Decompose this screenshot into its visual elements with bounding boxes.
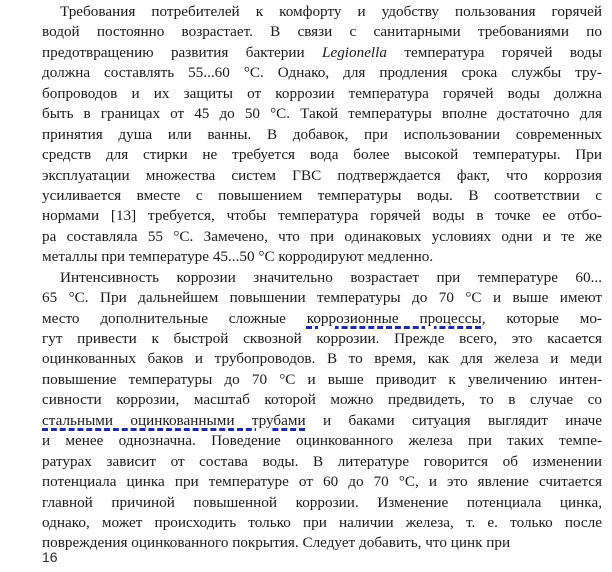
text-line: металлы при температуре 45...50 °C корродируют медленно. bbox=[42, 248, 434, 266]
text-line: Интенсивность коррозии значительно возрастает при температуре 60... bbox=[60, 268, 602, 286]
text-line: бопроводов и их защиты от коррозии температура горячей воды должна bbox=[42, 84, 602, 102]
text-line: принятия душа или ванны. В добавок, при использовании современных bbox=[42, 125, 602, 143]
text-line: ра составляла 55 °C. Замечено, что при одинаковых условиях одни и те же bbox=[42, 227, 602, 245]
text-line: потенциала цинка при температуре от 60 до 70 °C, и это явление считается bbox=[42, 473, 602, 491]
text-line: главной причиной повышенной коррозии. Изменение потенциала цинка, bbox=[42, 493, 602, 511]
text-line: повреждения оцинкованного покрытия. Следует добавить, что цинк при bbox=[42, 534, 511, 552]
body-text bbox=[42, 2, 602, 554]
text-line: 65 °C. При дальнейшем повышении температуры до 70 °C и выше имеют bbox=[42, 289, 602, 307]
text-line: гут привести к быстрой сквозной коррозии. Прежде всего, это касается bbox=[42, 330, 602, 347]
text-line: место дополнительные сложные коррозионные процессы, которые мо- bbox=[42, 309, 602, 327]
page-number: 16 bbox=[42, 549, 58, 565]
text-line: эксплуатации множества систем ГВС подтверждается факт, что коррозия bbox=[42, 166, 602, 184]
text-line: и менее однозначна. Поведение оцинкованного железа при таких темпе- bbox=[42, 432, 602, 450]
highlighted-phrase: стальными оцинкованными трубами bbox=[42, 411, 306, 429]
text-line: ратурах зависит от состава воды. В литературе говорится об изменении bbox=[42, 452, 602, 470]
text-line: Требования потребителей к комфорту и удобству пользования горячей bbox=[60, 3, 602, 20]
text-line: однако, может происходить только при наличии железа, т. е. только после bbox=[42, 513, 602, 531]
highlighted-phrase: коррозионные процессы bbox=[306, 309, 482, 327]
text-line: предотвращению развития бактерии Legionella температура горячей воды bbox=[42, 43, 602, 61]
text-line: должна составлять 55...60 °C. Однако, для продления срока службы тру- bbox=[42, 64, 602, 82]
text-line: повышение температуры до 70 °C и выше приводит к увеличению интен- bbox=[42, 370, 602, 388]
text-line: усиливается вместе с повышением температуры воды. В соответствии с bbox=[42, 186, 602, 204]
text-line: нормами [13] требуется, чтобы температура горячей воды в точке ее отбо- bbox=[42, 207, 602, 225]
text-line: оцинкованных баков и трубопроводов. В то время, как для железа и меди bbox=[42, 350, 602, 368]
italic-term: Legionella bbox=[322, 43, 387, 61]
text-line: сивности коррозии, масштаб которой можно предвидеть, то в случае со bbox=[42, 391, 602, 409]
text-line: быть в границах от 45 до 50 °C. Такой температуры вполне достаточно для bbox=[42, 105, 602, 123]
text-line: средств для стирки не требуется вода более высокой температуры. При bbox=[42, 146, 602, 164]
text-line: стальными оцинкованными трубами и баками ситуация выглядит иначе bbox=[42, 411, 602, 429]
text-line: водой постоянно возрастает. В связи с санитарными требованиями по bbox=[42, 23, 602, 41]
